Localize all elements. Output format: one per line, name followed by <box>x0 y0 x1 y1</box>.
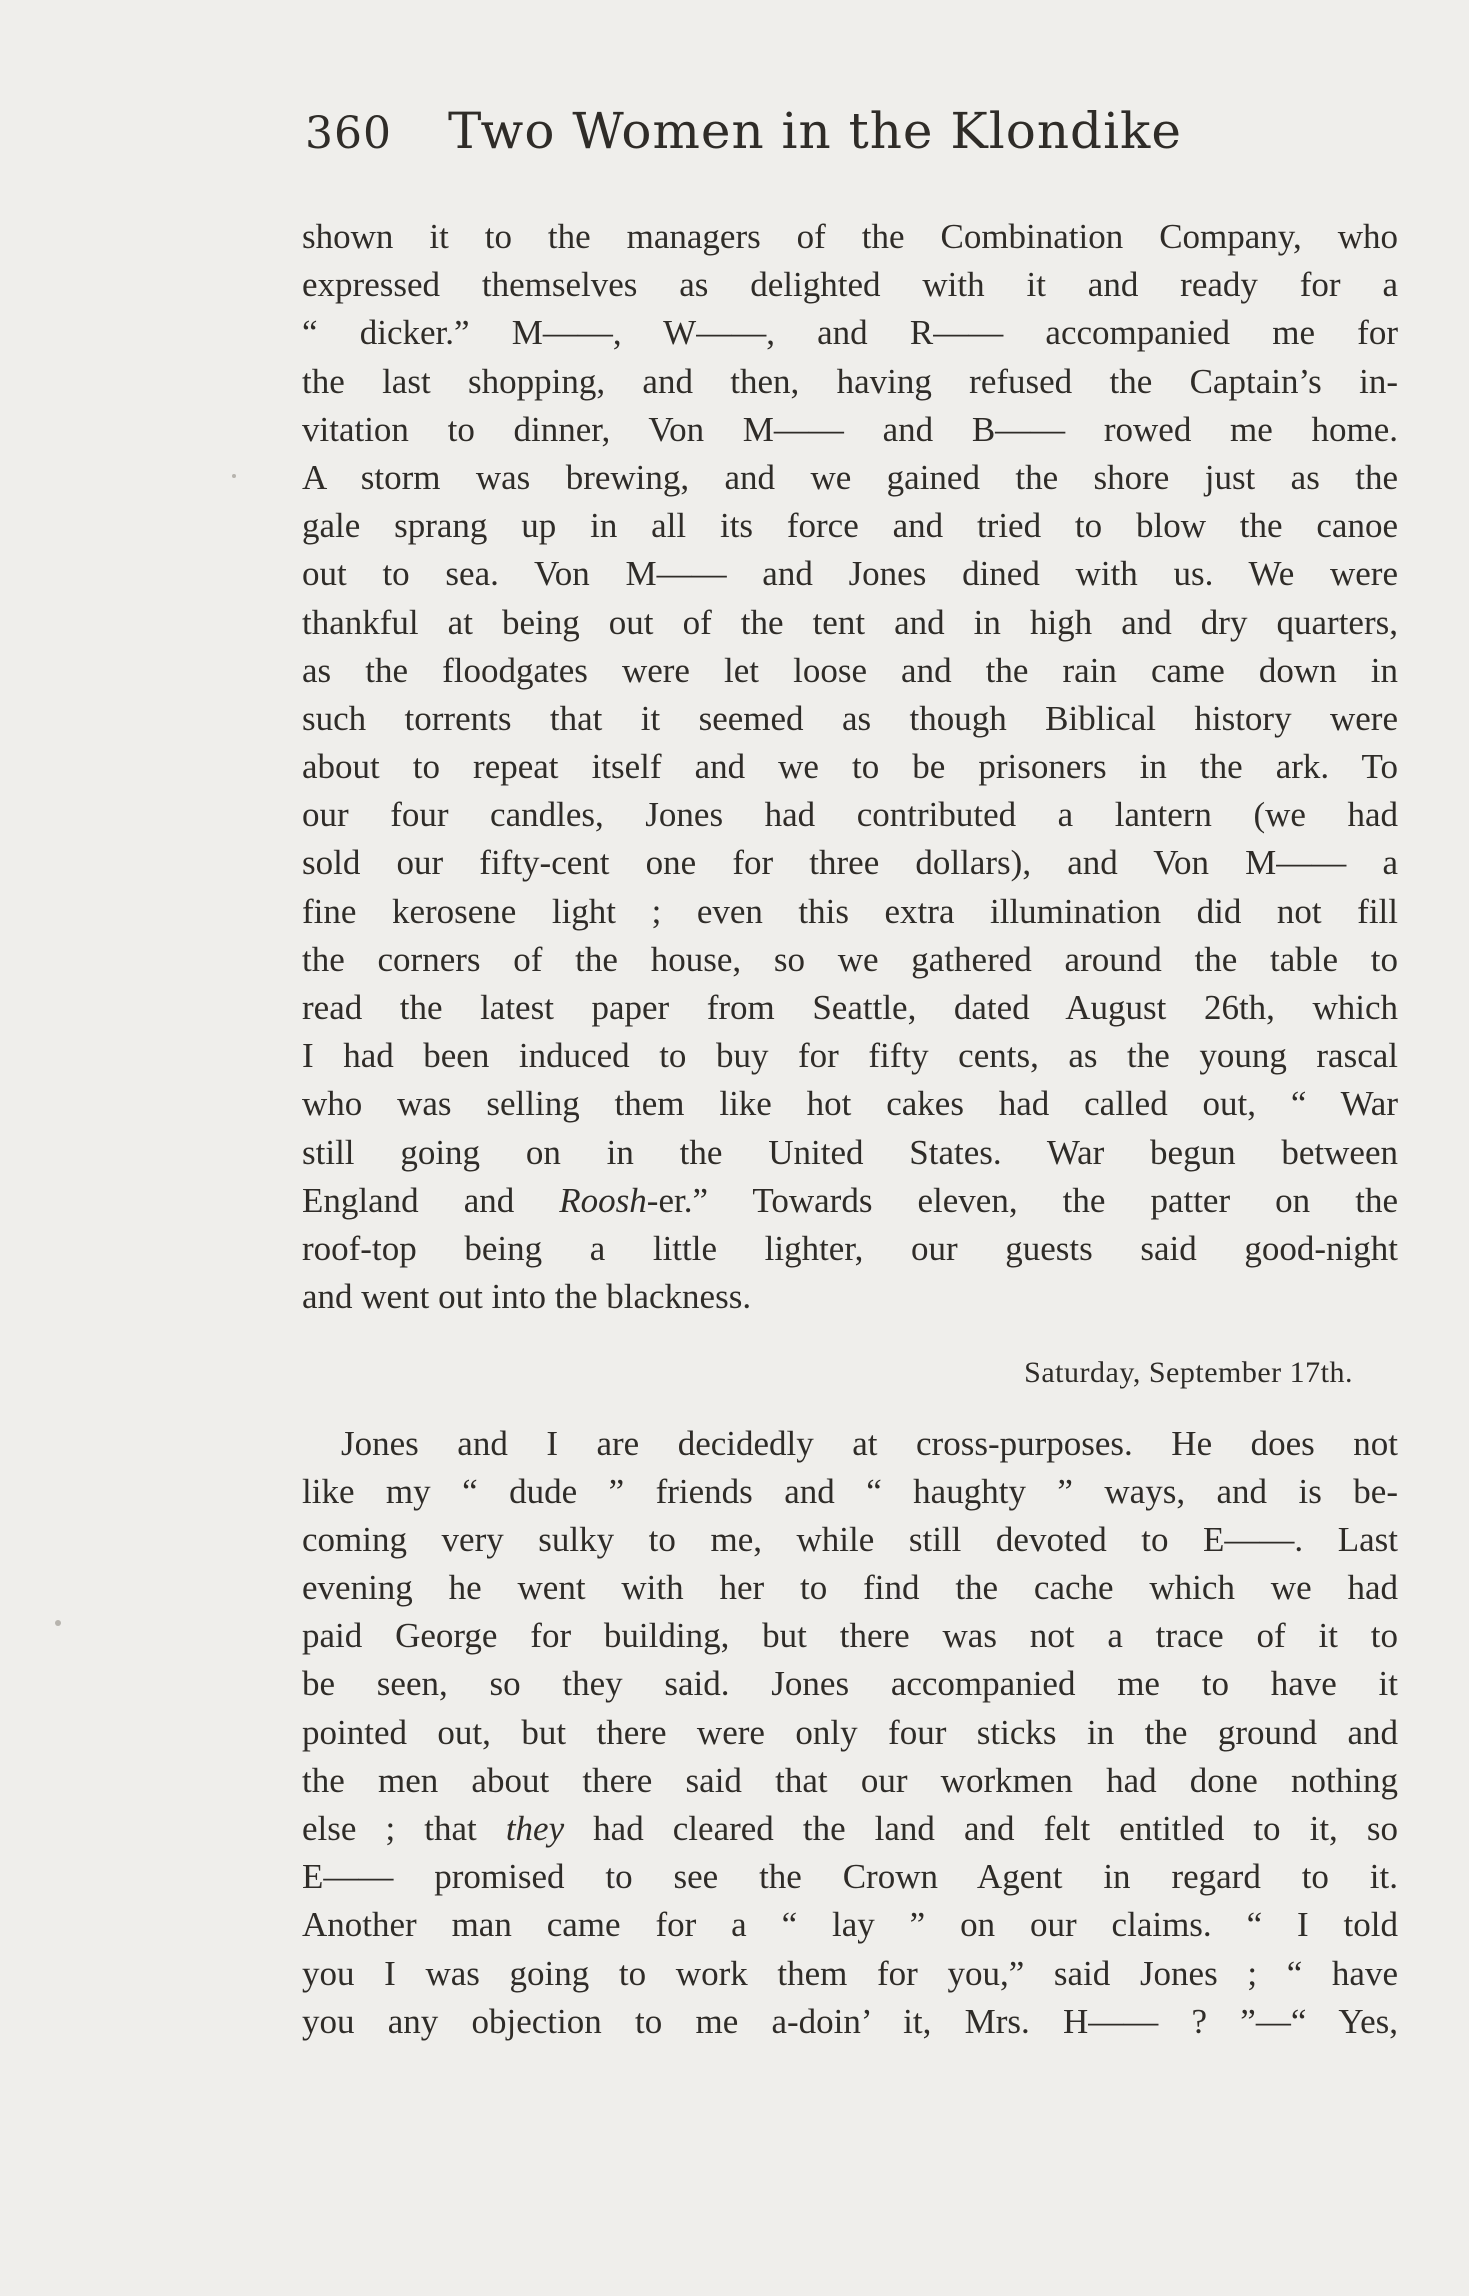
text-line-with-italic <box>302 1177 1398 1225</box>
text-line: such torrents that it seemed as though Biblical history were <box>302 698 1398 738</box>
text-line: sold our fifty-cent one for three dollars), and Von M—— a <box>302 843 1398 883</box>
text-line: the men about there said that our workmen had done nothing <box>302 1760 1398 1800</box>
text-segment: -er.” Towards eleven, the patter on the <box>646 1180 1398 1220</box>
text-line: out to sea. Von M—— and Jones dined with us. We were <box>302 554 1398 594</box>
text-line: who was selling them like hot cakes had called out, “ War <box>302 1084 1398 1124</box>
text-line: as the floodgates were let loose and the rain came down in <box>302 650 1398 690</box>
text-line: I had been induced to buy for fifty cents, as the young rascal <box>302 1036 1398 1076</box>
italic-word: they <box>505 1809 565 1848</box>
text-line: fine kerosene light ; even this extra illumination did not fill <box>302 891 1398 931</box>
text-line: read the latest paper from Seattle, dated August 26th, which <box>302 988 1398 1027</box>
text-line: thankful at being out of the tent and in high and dry quarters, <box>302 602 1398 642</box>
text-segment: else ; that <box>302 1809 506 1848</box>
text-line: our four candles, Jones had contributed a lantern (we had <box>302 795 1398 835</box>
text-line: coming very sulky to me, while still devoted to E——. Last <box>302 1519 1398 1559</box>
text-line: pointed out, but there were only four sticks in the ground and <box>302 1712 1398 1752</box>
text-line: paid George for building, but there was not a trace of it to <box>302 1616 1398 1656</box>
text-line: the corners of the house, so we gathered around the table to <box>302 939 1398 979</box>
text-line: expressed themselves as delighted with it and ready for a <box>302 265 1398 305</box>
text-line: A storm was brewing, and we gained the shore just as the <box>302 457 1398 497</box>
text-line: about to repeat itself and we to be prisoners in the ark. To <box>302 747 1398 787</box>
text-line: Another man came for a “ lay ” on our claims. “ I told <box>302 1905 1398 1945</box>
text-line: Jones and I are decidedly at cross-purposes. He does not <box>341 1423 1398 1463</box>
text-line: and went out into the blackness. <box>302 1277 752 1317</box>
running-title: Two Women in the Klondike <box>447 102 1182 160</box>
text-line: vitation to dinner, Von M—— and B—— rowed me home. <box>302 409 1398 449</box>
text-line: you any objection to me a-doin’ it, Mrs. H—— ? ”—“ Yes, <box>302 2001 1398 2041</box>
paragraph-entry <box>302 1420 1398 2046</box>
text-line: gale sprang up in all its force and tried to blow the canoe <box>302 506 1398 546</box>
text-line: E—— promised to see the Crown Agent in regard to it. <box>302 1857 1398 1897</box>
paper-speck <box>232 474 236 478</box>
text-line: shown it to the managers of the Combination Company, who <box>302 217 1398 256</box>
text-line: still going on in the United States. War begun between <box>302 1132 1398 1172</box>
text-line: like my “ dude ” friends and “ haughty ” ways, and is be- <box>302 1471 1398 1511</box>
section-spacer <box>302 1398 1398 1420</box>
running-head <box>305 102 1225 160</box>
italic-word: Roosh <box>559 1180 647 1220</box>
text-line: you I was going to work them for you,” said Jones ; “ have <box>302 1953 1398 1993</box>
text-line: be seen, so they said. Jones accompanied me to have it <box>302 1664 1398 1704</box>
paragraph-continued <box>302 213 1398 1321</box>
text-line: “ dicker.” M——, W——, and R—— accompanied me for <box>302 313 1398 353</box>
section-spacer <box>302 1321 1398 1349</box>
paper-speck <box>55 1620 61 1626</box>
diary-date-heading: Saturday, September 17th. <box>1024 1356 1353 1390</box>
text-segment: England and <box>302 1180 560 1220</box>
text-line: evening he went with her to find the cache which we had <box>302 1568 1398 1608</box>
text-segment: had cleared the land and felt entitled to it, so <box>564 1809 1398 1848</box>
text-line: roof-top being a little lighter, our guests said good-night <box>302 1228 1398 1268</box>
body-text <box>302 213 1398 2046</box>
text-line: the last shopping, and then, having refused the Captain’s in- <box>302 361 1398 401</box>
page-number: 360 <box>305 108 392 159</box>
text-line-with-italic <box>302 1805 1398 1853</box>
